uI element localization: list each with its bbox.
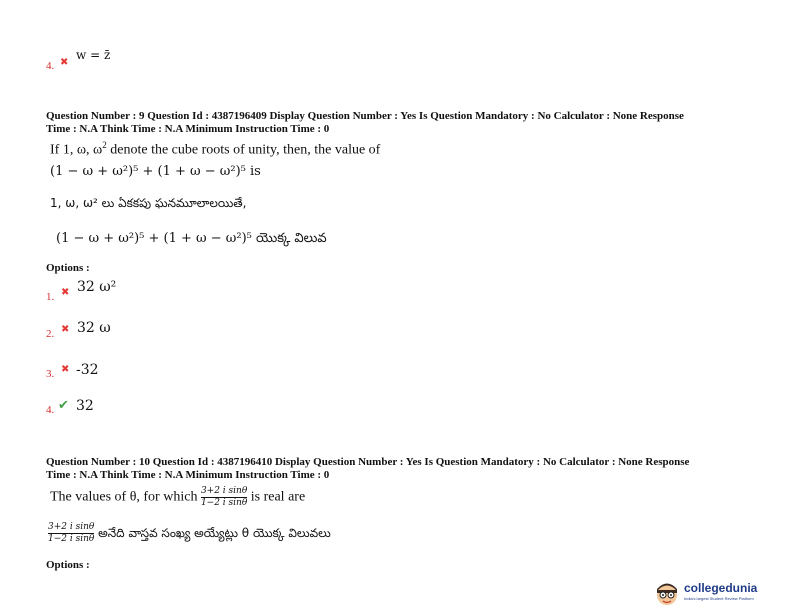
option-text: 32 ω [77,320,111,336]
q10-question-te: $\frac{\text{3+2 i sinθ}}{\text{1−2 i sinθ}}$ అనేది వాస్తవ సంఖ్య అయ్యేట్లు θ యొక్క విలువలు [48,522,331,544]
collegedunia-logo [652,578,788,608]
wrong-mark-icon: ✖ [61,364,70,375]
option-number: 2. [46,328,55,340]
option-text: 32 ω² [77,279,117,295]
wrong-mark-icon: ✖ [60,57,69,68]
correct-check-icon: ✔ [58,398,69,413]
fraction: $\frac{\text{3+2 i sinθ}}{\text{1−2 i sinθ}}$ [200,486,248,508]
option-number: 3. [46,368,55,380]
q10-meta [46,456,689,482]
q9-question-en: If 1, ω, $\omega^2$ denote the cube roots of unity, then, the value of [50,140,381,158]
logo-tagline: India's largest Student Review Platform [684,596,754,601]
option-number: 4. [46,60,55,72]
wrong-mark-icon: ✖ [61,287,70,298]
option-text: 32 [76,398,94,414]
q9-options-label: Options : [46,262,90,274]
logo-wordmark: collegedunia [684,581,758,595]
mascot-face-icon [652,578,682,608]
q9-meta-line2: Time : N.A Think Time : N.A Minimum Instruction Time : 0 [46,123,330,135]
option-text: -32 [76,362,99,378]
option-number: 4. [46,404,55,416]
q10-question-en: The values of θ, for which $\frac{\text{3+2 i sinθ}}{\text{1−2 i sinθ}}$ is real are [50,486,306,508]
q10-meta-line2: Time : N.A Think Time : N.A Minimum Instruction Time : 0 [46,469,330,481]
q9-question-te: 1, ω, ω² లు ఏకకపు ఘనమూలాలయితే, [50,196,247,210]
fraction: $\frac{\text{3+2 i sinθ}}{\text{1−2 i sinθ}}$ [48,522,95,544]
option-number: 1. [46,291,55,303]
q9-meta-line1: Question Number : 9 Question Id : 4387196409 Display Question Number : Yes Is Question Mandatory : No Calculator : None Response [46,110,684,122]
q9-meta [46,110,684,136]
q10-options-label: Options : [46,559,90,571]
wrong-mark-icon: ✖ [61,324,70,335]
q9-expression-te: (1 − ω + ω²)⁵ + (1 + ω − ω²)⁵ యొక్క విలువ [56,231,327,246]
option-text: w = z̄ [76,48,111,62]
q10-meta-line1: Question Number : 10 Question Id : 4387196410 Display Question Number : Yes Is Question Mandatory : No Calculator : None Response [46,456,690,468]
q9-expression-en: (1 − ω + ω²)⁵ + (1 + ω − ω²)⁵ is [50,164,261,179]
